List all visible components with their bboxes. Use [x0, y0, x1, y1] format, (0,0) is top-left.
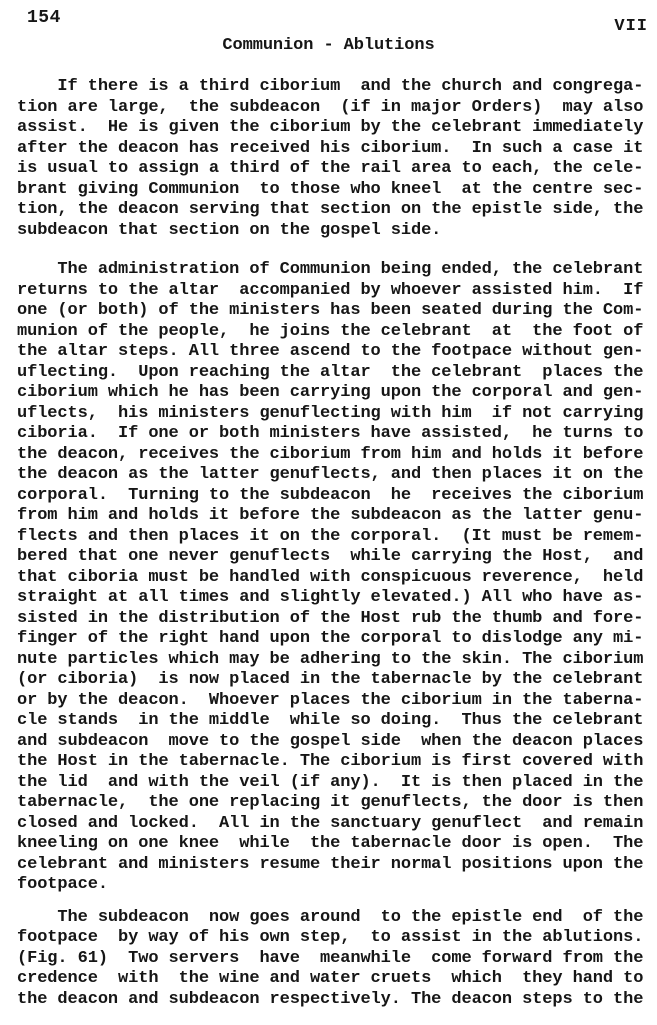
text-line: that ciboria must be handled with conspicuous reverence, held [17, 567, 644, 587]
text-line: uflecting. Upon reaching the altar the celebrant places the [17, 362, 644, 382]
text-line: bered that one never genuflects while carrying the Host, and [17, 547, 644, 566]
text-line: brant giving Communion to those who kneel at the centre sec- [17, 179, 644, 199]
text-line: the lid and with the veil (if any). It is then placed in the [17, 772, 644, 792]
paragraph [17, 260, 657, 896]
text-line: The subdeacon now goes around to the epistle end of the [17, 907, 644, 927]
text-line: ciborium which he has been carrying upon the corporal and gen- [17, 383, 644, 402]
text-line: ciboria. If one or both ministers have assisted, he turns to [17, 424, 644, 443]
text-line: (Fig. 61) Two servers have meanwhile come forward from the [17, 948, 644, 968]
text-line: the Host in the tabernacle. The ciborium is first covered with [17, 752, 644, 771]
text-line: nute particles which may be adhering to the skin. The ciborium [17, 649, 644, 669]
text-line: or by the deacon. Whoever places the ciborium in the taberna- [17, 690, 644, 710]
text-line: footpace by way of his own step, to assist in the ablutions. [17, 928, 644, 947]
text-line: corporal. Turning to the subdeacon he receives the ciborium [17, 485, 644, 505]
page-body [17, 77, 657, 1010]
text-line: one (or both) of the ministers has been seated during the Com- [17, 301, 644, 320]
text-line: flects and then places it on the corporal. (It must be remem- [17, 526, 644, 546]
text-line: finger of the right hand upon the corporal to dislodge any mi- [17, 629, 644, 648]
text-line: (or ciboria) is now placed in the tabernacle by the celebrant [17, 670, 644, 689]
text-line: celebrant and ministers resume their normal positions upon the [17, 854, 644, 874]
text-line: the deacon and subdeacon respectively. The deacon steps to the [17, 989, 644, 1009]
text-line: credence with the wine and water cruets which they hand to [17, 969, 644, 988]
chapter-numeral: VII [614, 17, 648, 36]
paragraph [17, 908, 657, 1011]
text-line: and subdeacon move to the gospel side when the deacon places [17, 731, 644, 751]
text-line: If there is a third ciborium and the church and congrega- [17, 77, 644, 96]
text-line: cle stands in the middle while so doing. Thus the celebrant [17, 711, 644, 730]
text-line: subdeacon that section on the gospel side. [17, 220, 442, 240]
page-number: 154 [27, 8, 61, 28]
text-line: assist. He is given the ciborium by the celebrant immediately [17, 118, 644, 137]
text-line: from him and holds it before the subdeacon as the latter genu- [17, 506, 644, 525]
text-line: tion are large, the subdeacon (if in major Orders) may also [17, 97, 644, 117]
text-line: returns to the altar accompanied by whoever assisted him. If [17, 280, 644, 300]
text-line: closed and locked. All in the sanctuary genuflect and remain [17, 813, 644, 833]
text-line: is usual to assign a third of the rail area to each, the cele- [17, 159, 644, 178]
text-line: the deacon as the latter genuflects, and then places it on the [17, 465, 644, 484]
paragraph [17, 77, 657, 241]
text-line: footpace. [17, 875, 108, 894]
text-line: tion, the deacon serving that section on the epistle side, the [17, 200, 644, 219]
text-line: straight at all times and slightly elevated.) All who have as- [17, 588, 644, 607]
section-heading: Communion - Ablutions [222, 36, 435, 55]
text-line: The administration of Communion being ended, the celebrant [17, 260, 644, 279]
text-line: the deacon, receives the ciborium from him and holds it before [17, 444, 644, 464]
text-line: munion of the people, he joins the celebrant at the foot of [17, 321, 644, 341]
text-line: kneeling on one knee while the tabernacle door is open. The [17, 834, 644, 853]
text-line: after the deacon has received his ciborium. In such a case it [17, 138, 644, 158]
text-line: uflects, his ministers genuflecting with him if not carrying [17, 403, 644, 423]
text-line: tabernacle, the one replacing it genuflects, the door is then [17, 793, 644, 812]
text-line: sisted in the distribution of the Host rub the thumb and fore- [17, 608, 644, 628]
text-line: the altar steps. All three ascend to the footpace without gen- [17, 342, 644, 361]
